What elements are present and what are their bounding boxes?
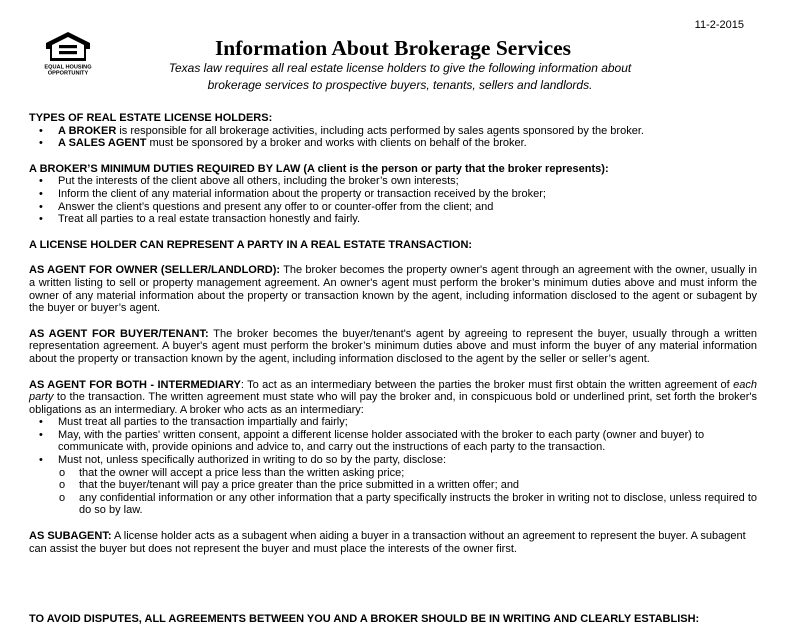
list-item: • Put the interests of the client above all others, including the broker’s own interests; <box>37 175 757 188</box>
list-item: • May, with the parties' written consent, appoint a different license holder associated with the broker to each party (owner and buyer) to communicate with, provide opinions and advice to, and carry out the instructions of each party to the transaction. <box>37 429 757 454</box>
document-body <box>29 112 757 555</box>
types-heading: TYPES OF REAL ESTATE LICENSE HOLDERS: <box>29 112 273 124</box>
intermediary-paragraph: AS AGENT FOR BOTH - INTERMEDIARY: To act as an intermediary between the parties the broker must first obtain the written agreement of each party to the transaction. The written agreement must state who will pay the broker and, in conspicuous bold or underlined print, set forth the broker's obligations as an intermediary. A broker who acts as an intermediary: <box>29 378 757 416</box>
buyer-agent-paragraph: AS AGENT FOR BUYER/TENANT: The broker becomes the buyer/tenant's agent by agreeing to represent the buyer, usually through a written representation agreement. A buyer's agent must perform the broker’s minimum duties above and must inform the buyer of any material information about the property or transaction known by the agent, including information disclosed to the agent by the seller or seller’s agent. <box>29 327 758 365</box>
list-item: • Inform the client of any material information about the property or transaction received by the broker; <box>37 188 757 201</box>
logo-text-line1: EQUAL HOUSING <box>44 64 92 71</box>
list-item: • A BROKER is responsible for all brokerage activities, including acts performed by sales agents sponsored by the broker. <box>37 125 757 138</box>
types-list <box>37 125 757 150</box>
duties-heading: A BROKER’S MINIMUM DUTIES REQUIRED BY LAW (A client is the person or party that the broker represents): <box>29 162 609 175</box>
list-item: • Must not, unless specifically authorized in writing to do so by the party, disclose: o that the owner will accept a price less than the written asking price; o that the buyer/tenant will pay a price greater than the price submitted in a written offer; and o any confidential information or any other information that a party specifically instructs the broker in writing not to disclose, unless required to do so by law. <box>37 454 757 517</box>
list-item: • Treat all parties to a real estate transaction honestly and fairly. <box>37 213 757 226</box>
intermediary-list <box>37 416 757 517</box>
intermediary-sublist <box>58 467 757 517</box>
owner-agent-paragraph: AS AGENT FOR OWNER (SELLER/LANDLORD): The broker becomes the property owner's agent through an agreement with the owner, usually in a written listing to sell or property management agreement. An owner's agent must perform the broker’s minimum duties above and must inform the owner of any material information about the property or transaction known by the agent, including information disclosed to the agent or subagent by the buyer or buyer’s agent. <box>29 264 757 315</box>
subtitle-line-2: brokerage services to prospective buyers, tenants, sellers and landlords. <box>207 78 593 92</box>
sub-list-item: o that the owner will accept a price less than the written asking price; <box>58 467 757 480</box>
disputes-heading: TO AVOID DISPUTES, ALL AGREEMENTS BETWEEN YOU AND A BROKER SHOULD BE IN WRITING AND CLEARLY ESTABLISH: <box>29 613 700 624</box>
subtitle-line-1: Texas law requires all real estate license holders to give the following information about <box>168 61 632 75</box>
form-date: 11-2-2015 <box>694 19 744 31</box>
document-subtitle <box>120 60 680 94</box>
subagent-paragraph: AS SUBAGENT: A license holder acts as a subagent when aiding a buyer in a transaction without an agreement to represent the buyer. A subagent can assist the buyer but does not represent the buyer and must place the interests of the owner first. <box>29 530 746 555</box>
list-item: • A SALES AGENT must be sponsored by a broker and works with clients on behalf of the broker. <box>37 137 757 150</box>
duties-list <box>37 175 757 225</box>
represent-heading: A LICENSE HOLDER CAN REPRESENT A PARTY IN A REAL ESTATE TRANSACTION: <box>29 238 473 251</box>
sub-list-item: o that the buyer/tenant will pay a price greater than the price submitted in a written offer; and <box>58 479 757 492</box>
document-title: Information About Brokerage Services <box>214 36 572 60</box>
sub-list-item: o any confidential information or any other information that a party specifically instructs the broker in writing not to disclose, unless required to do so by law. <box>58 492 757 517</box>
list-item: • Answer the client’s questions and present any offer to or counter-offer from the client; and <box>37 201 757 214</box>
list-item: • Must treat all parties to the transaction impartially and fairly; <box>37 416 757 429</box>
logo-text-line2: OPPORTUNITY <box>47 70 89 76</box>
